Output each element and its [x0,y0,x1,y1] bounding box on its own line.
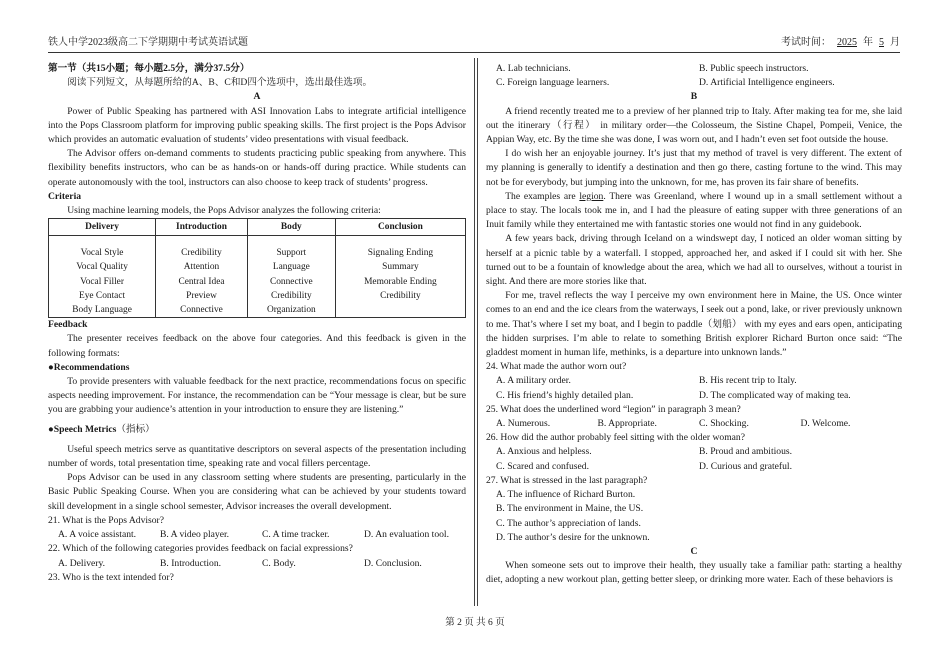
question-25-options [486,417,902,431]
table-cell: Body Language [49,303,156,318]
table-header-cell: Body [247,219,335,236]
para-3-rest: . There was Greenland, where I wound up in a small settlement without a place to stay. The locals took me in, and I had the pleasure of eating supper with three generations of an Inuit family while they entertained me with fantastic stories one would not find in any guidebook. [486,190,902,231]
passage-c-label: C [690,545,698,557]
exam-title: 铁人中学2023级高二下学期期中考试英语试题 [48,37,248,48]
question-24: 24. What made the author worn out? [486,361,627,373]
passage-b-label: B [690,91,698,103]
table-header-row [49,219,466,236]
section-title: 第一节（共15小题；每小题2.5分，满分37.5分） [48,63,250,74]
option: D. Conclusion. [364,557,422,569]
table-header-cell: Introduction [156,219,248,236]
criteria-table [48,218,466,318]
option: A. A military order. [496,375,571,387]
table-cell: Preview [156,289,248,303]
right-column [486,62,902,588]
feedback-heading: Feedback [48,319,88,331]
table-cell: Connective [156,303,248,318]
question-26-options-2 [486,460,902,474]
question-26: 26. How did the author probably feel sitting with the older woman? [486,432,745,444]
question-22: 22. Which of the following categories provides feedback on facial expressions? [48,543,353,555]
criteria-intro: Using machine learning models, the Pops Advisor analyzes the following criteria: [67,205,381,217]
table-cell [335,303,465,318]
option: B. A video player. [160,529,230,541]
option: A. Delivery. [58,557,106,569]
option: C. His friend’s highly detailed plan. [496,389,634,401]
question-24-options [486,374,902,388]
page-header [48,36,900,53]
table-cell: Support [247,246,335,260]
option: D. An evaluation tool. [364,529,449,541]
option: C. Scared and confused. [496,460,589,472]
question-24-options-2 [486,389,902,403]
option: B. The environment in Maine, the US. [496,503,644,515]
criteria-heading: Criteria [48,190,82,202]
question-23-options [486,62,902,76]
column-divider [474,58,475,606]
table-cell: Organization [247,303,335,318]
table-row [49,246,466,260]
option: D. Curious and grateful. [699,460,792,472]
passage-a-label: A [253,91,261,103]
passage-b-para-2: I do wish her an enjoyable journey. It’s just that my method of travel is very different. The extent of my planning is generally to identify a destination and then go there, casting fortune to the wind. This may not be for everybody, but jumping into the unknown, for me, has proven its fair share of benefits. [486,148,902,188]
table-cell: Connective [247,275,335,289]
month-unit: 月 [890,37,900,48]
speech-metrics-note: （指标） [116,423,155,435]
underlined-word: legion [579,190,604,202]
metrics-para-2: Pops Advisor can be used in any classroom setting where students are presenting, particularly in the Basic Public Speaking Course. When you are considering what can be achieved by your students toward skill development in a single school semester, Advisor increases the overall development. [48,472,466,512]
table-cell: Vocal Quality [49,260,156,274]
option: C. The author’s appreciation of lands. [496,517,641,529]
table-cell: Memorable Ending [335,275,465,289]
option: C. A time tracker. [262,529,330,541]
option: C. Body. [262,557,296,569]
passage-a-para-1: Power of Public Speaking has partnered with ASI Innovation Labs to integrate artificial intelligence into the Pops Classroom platform for improving public speaking skills. The first project is the Pops Advisor which provides an automatic evaluation of students’ video presentations with visual feedback. [48,105,466,146]
year-unit: 年 [863,37,873,48]
table-cell: Signaling Ending [335,246,465,260]
instructions: 阅读下列短文，从每题所给的A、B、C和D四个选项中，选出最佳选项。 [67,77,373,89]
option: C. Shocking. [699,418,749,430]
table-row [49,260,466,274]
passage-c-para-1: When someone sets out to improve their health, they usually take a familiar path: starting a healthy diet, adopting a new workout plan, getting better sleep, or drinking more water. Each of these behaviors is [486,560,902,586]
option: B. Proud and ambitious. [699,446,793,458]
recommendations-para: To provide presenters with valuable feedback for the next practice, recommendations focus on specific aspects needing improvement. For instance, the recommendation can be “Your message is clear, but be sure you are grabbing your audience’s attention in your introduction to ensure they are listening.” [48,376,466,416]
option: B. Appropriate. [597,418,657,430]
table-cell: Credibility [156,246,248,260]
table-header-cell: Delivery [49,219,156,236]
table-cell: Summary [335,260,465,274]
option: A. Numerous. [496,418,551,430]
table-cell: Language [247,260,335,274]
table-cell: Vocal Filler [49,275,156,289]
metrics-para-1: Useful speech metrics serve as quantitative descriptors on several aspects of the presentation including number of words, total presentation time, speaking rate and vocal fillers percentage. [48,443,466,470]
question-21: 21. What is the Pops Advisor? [48,514,165,526]
question-26-options [486,445,902,459]
table-row [49,289,466,303]
question-23: 23. Who is the text intended for? [48,571,174,583]
option: D. The complicated way of making tea. [699,389,851,401]
option: B. His recent trip to Italy. [699,375,797,387]
question-23-options-2 [486,76,902,90]
table-header-cell: Conclusion [335,219,465,236]
option: D. The author’s desire for the unknown. [496,531,650,543]
bullet-icon: ● [48,361,54,373]
page-footer: 第 2 页 共 6 页 [445,618,505,628]
option: A. Anxious and helpless. [496,446,592,458]
option: C. Foreign language learners. [496,77,610,89]
speech-metrics-title: Speech Metrics [53,423,117,435]
option: A. The influence of Richard Burton. [496,489,636,501]
time-label: 考试时间： [781,37,831,48]
feedback-para: The presenter receives feedback on the above four categories. And this feedback is given in the following formats: [48,333,466,359]
question-22-options [48,557,466,571]
passage-b-para-5: For me, travel reflects the way I perceive my own environment here in Maine, the US. Once winter comes to an end and the ice clears from the waterways, I seek out a pond, lake, or river previously unknown to me. That’s where I set my boat, and I begin to paddle（划船） with my eyes and ears open, anticipating the hidden surprises. I’m able to relate to something British explorer Richard Burton once said: “The gladdest moment in human life, methinks, is a departure into unknown lands.” [486,290,902,359]
exam-date [781,36,900,50]
para-3-start: The examples are [505,190,580,202]
table-cell: Credibility [247,289,335,303]
left-column [48,62,466,585]
option: A. A voice assistant. [58,529,137,541]
recommendations-title: Recommendations [53,361,130,373]
option: D. Artificial Intelligence engineers. [699,77,835,89]
question-27: 27. What is stressed in the last paragraph? [486,474,648,486]
exam-month: 5 [879,37,884,48]
speech-metrics-heading [48,423,466,437]
table-spacer-row [49,236,466,247]
question-25: 25. What does the underlined word “legion” in paragraph 3 mean? [486,403,741,415]
table-cell: Eye Contact [49,289,156,303]
passage-a-para-2: The Advisor offers on-demand comments to students practicing public speaking from anywhere. This flexibility benefits instructors, who can be as hands-on or hands-off during practice. While students can operate autonomously with the tool, instructors can also choose to keep track of students’ progress. [48,148,466,188]
option: B. Public speech instructors. [699,63,809,74]
table-cell: Vocal Style [49,246,156,260]
exam-year: 2025 [837,37,857,48]
question-21-options [48,528,466,542]
passage-b-para-1: A friend recently treated me to a preview of her planned trip to Italy. After making tea for me, she laid out the itinerary（行程） in military order—the Colosseum, the Sistine Chapel, Pompeii, Venice, the Appian Way, etc. By the time she was done, I was worn out, and I hadn’t even set foot outside the house. [486,105,902,146]
recommendations-heading [48,361,466,375]
option: A. Lab technicians. [496,63,571,74]
option: B. Introduction. [160,557,222,569]
table-cell: Credibility [335,289,465,303]
option: D. Welcome. [800,418,851,430]
table-cell: Attention [156,260,248,274]
passage-b-para-4: A few years back, driving through Iceland on a windswept day, I noticed an older woman sitting by herself at a picnic table by a waterfall. I stopped, approached her, and asked if I could sit with her. She turned out to be a fountain of knowledge about the area, which we had all to ourselves, without a tourist in sight. And there are more stories like that. [486,233,902,288]
table-cell: Central Idea [156,275,248,289]
table-row [49,275,466,289]
bullet-icon: ● [48,423,54,435]
column-divider-2 [477,58,478,606]
table-row [49,303,466,318]
passage-b-para-3 [486,190,902,233]
